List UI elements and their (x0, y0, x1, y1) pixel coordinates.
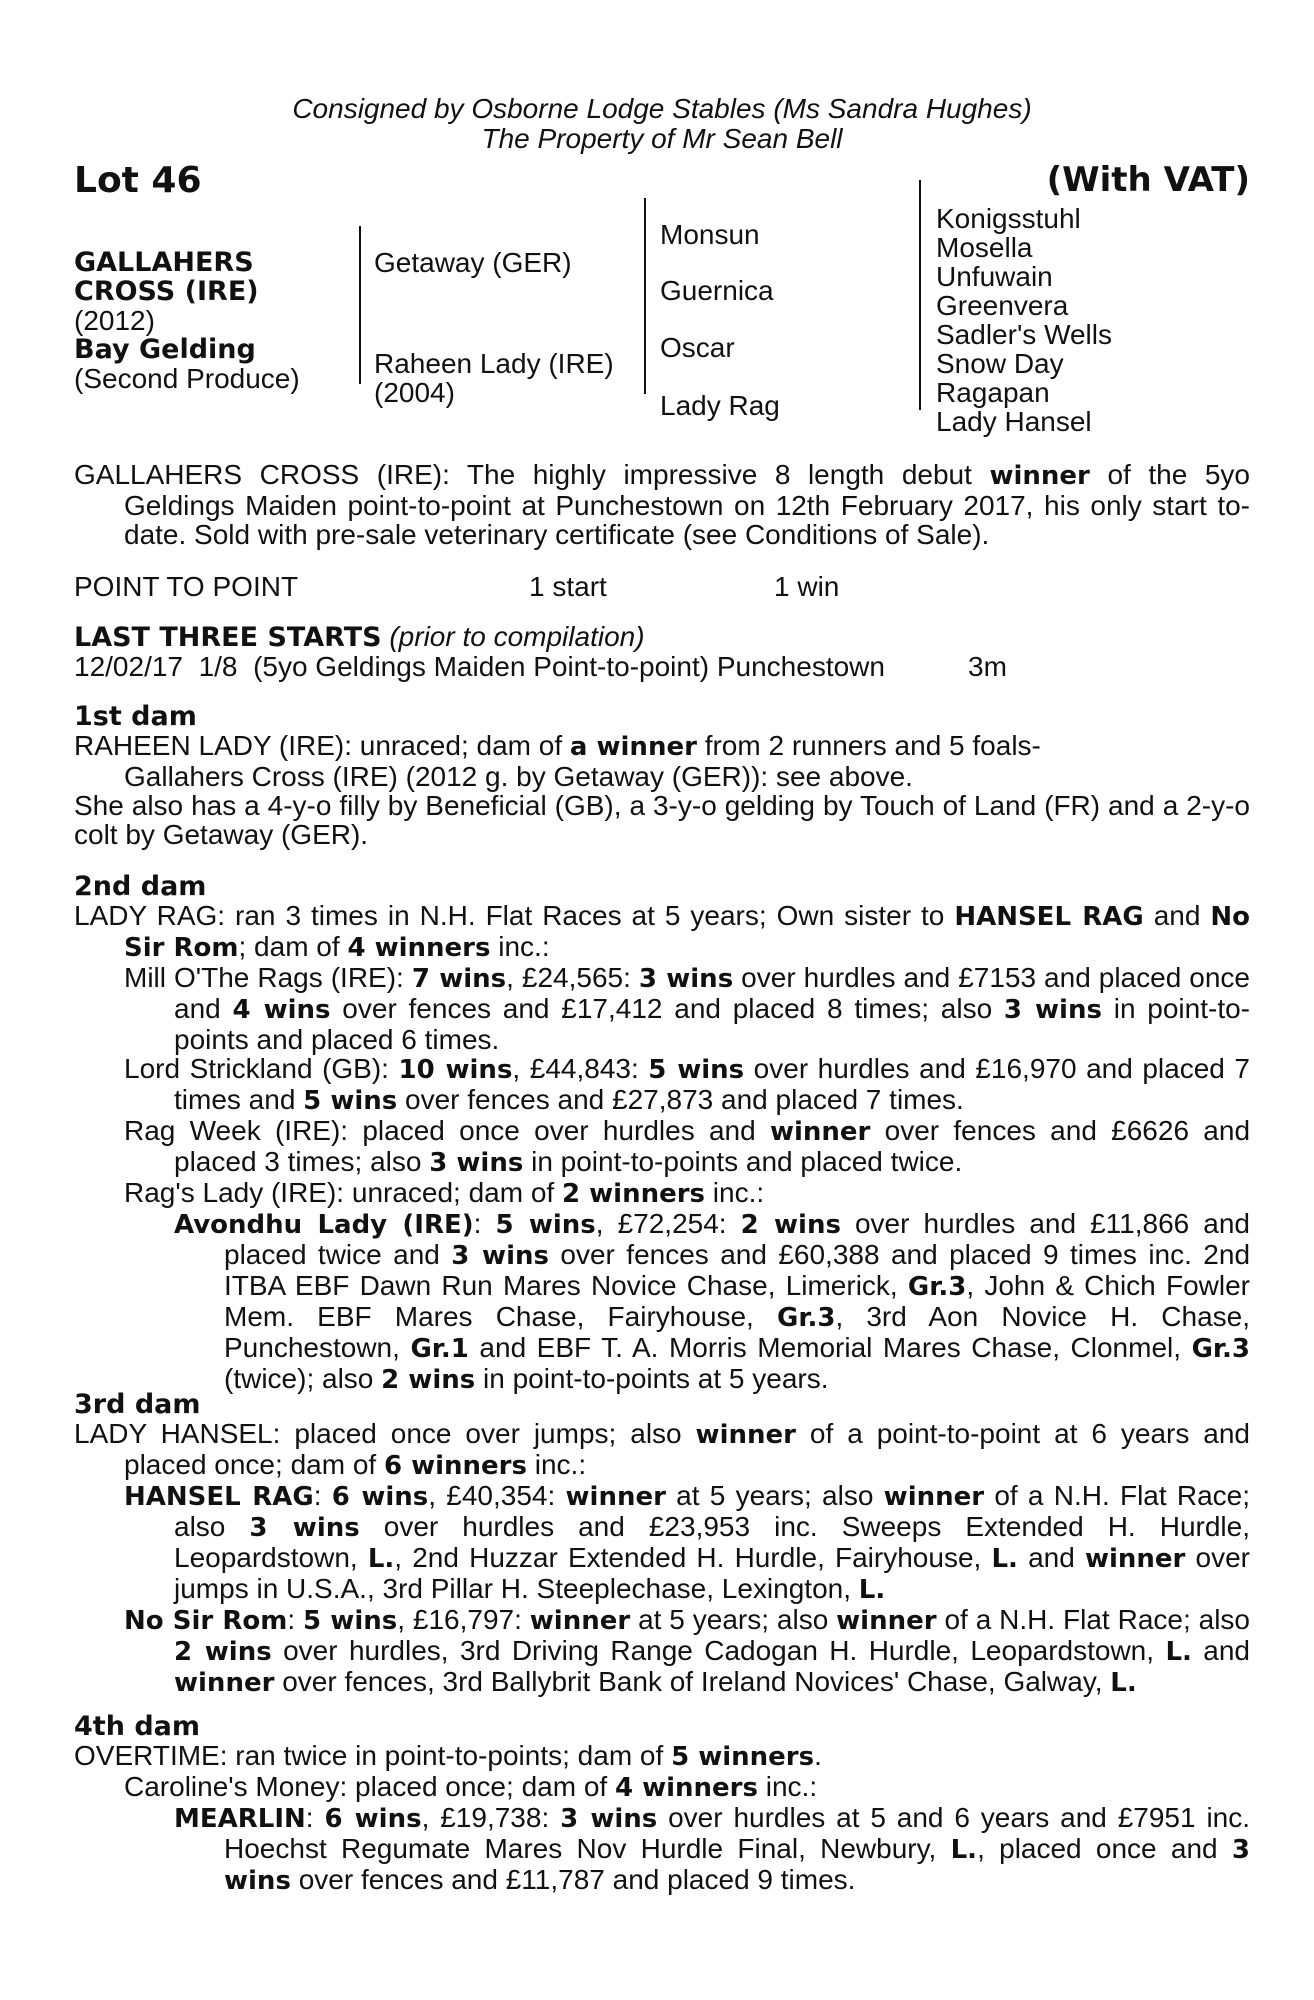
pedigree-gen4: Sadler's Wells (936, 319, 1112, 350)
bold-text: 6 wins (324, 1804, 422, 1834)
bold-text: 4 winners (347, 933, 491, 963)
text-run (74, 622, 1250, 652)
lot-number: Lot 46 (74, 160, 202, 201)
text-run: (5yo Geldings Maiden Point-to-point) Punchestown (253, 651, 885, 682)
text-run: : (305, 1802, 325, 1833)
text-run: and (1191, 1635, 1251, 1666)
bold-text: 5 wins (648, 1055, 745, 1085)
bold-text: L. (1110, 1668, 1137, 1698)
bold-text: L. (858, 1575, 886, 1605)
bold-text: winner (989, 461, 1090, 491)
pedigree-dam: Raheen Lady (IRE) (374, 348, 614, 379)
text-run: RAHEEN LADY (IRE): unraced; dam of (74, 730, 570, 761)
text-run: and (1017, 1542, 1085, 1573)
text-run: , £16,797: (397, 1604, 530, 1635)
text-run: over jumps in U.S.A., 3rd Pillar H. Steeplechase, Lexington, (174, 1542, 1250, 1604)
bold-text: winner (565, 1482, 666, 1512)
pedigree-divider (644, 198, 646, 394)
text-run: , £72,254: (595, 1208, 741, 1239)
bold-text: 3 wins (638, 964, 734, 994)
bold-text: 3 wins (249, 1513, 360, 1543)
intro-paragraph (74, 460, 1250, 549)
text-run: . (814, 1740, 822, 1771)
bold-text: 3 wins (1003, 995, 1102, 1025)
bold-text: 4 wins (232, 995, 331, 1025)
text-run: over hurdles and £23,953 inc. Sweeps Extended H. Hurdle, Leopardstown, (174, 1511, 1250, 1573)
text-run: in point-to-points and placed 6 times. (174, 993, 1250, 1055)
text-run: over fences and £27,873 and placed 7 times. (397, 1084, 964, 1115)
text-run: 3m (968, 651, 1007, 682)
text-run: , £40,354: (428, 1480, 566, 1511)
bold-text: Gr.3 (907, 1272, 967, 1302)
horse-sex: Bay Gelding (74, 334, 256, 365)
bold-text: winner (529, 1606, 631, 1636)
text-run: Lord Strickland (GB): (124, 1053, 399, 1084)
text-run: : (287, 1604, 304, 1635)
pedigree-sire: Getaway (GER) (374, 247, 572, 278)
pedigree-gen4: Mosella (936, 232, 1033, 263)
first-dam-section (74, 702, 1250, 849)
pedigree-gen4-list (936, 204, 1112, 436)
consignor-line: Consigned by Osborne Lodge Stables (Ms Sandra Hughes) (292, 93, 1032, 124)
bold-text: Gr.3 (1191, 1334, 1250, 1364)
text-run: : (473, 1208, 496, 1239)
text-run (74, 1803, 1250, 1896)
bold-text: HANSEL RAG (954, 902, 1144, 932)
text-run: , £24,565: (506, 962, 639, 993)
text-run: and EBF T. A. Morris Memorial Mares Chase, Clonmel, (468, 1332, 1192, 1363)
text-run (74, 1772, 1250, 1803)
bold-text: 5 wins (495, 1210, 596, 1240)
text-run: over hurdles, 3rd Driving Range Cadogan H. Hurdle, Leopardstown, (271, 1635, 1166, 1666)
pedigree-divider (359, 226, 361, 384)
section-title: 1st dam (74, 701, 197, 732)
ptp-summary (74, 572, 1250, 601)
text-run: of a N.H. Flat Race; also (174, 1480, 1251, 1542)
text-run: over hurdles and £16,970 and placed 7 times and (174, 1053, 1250, 1115)
bold-text: HANSEL RAG (124, 1482, 314, 1512)
text-run: over fences and £11,787 and placed 9 times. (290, 1864, 856, 1895)
text-run (74, 901, 1250, 963)
bold-text: 3 wins (560, 1804, 658, 1834)
text-run: over hurdles and £11,866 and placed twice and (224, 1208, 1250, 1270)
text-run: over fences and £60,388 and placed 9 times inc. 2nd ITBA EBF Dawn Run Mares Novice Chase, Limerick, (224, 1239, 1251, 1301)
text-run: in point-to-points and placed twice. (523, 1146, 963, 1177)
text-run (74, 731, 1250, 762)
bold-text: No Sir Rom (124, 1606, 288, 1636)
race-row (74, 652, 1250, 681)
text-run: from 2 runners and 5 foals- (696, 730, 1041, 761)
bold-text: winner (883, 1482, 985, 1512)
pedigree-gen3: Lady Rag (660, 390, 780, 421)
text-run: 1 win (774, 571, 840, 602)
text-run (74, 1481, 1250, 1605)
text-run: She also has a 4-y-o filly by Beneficial (GB), a 3-y-o gelding by Touch of Land (FR) and a 2-y-o colt by Getaway (GER). (74, 790, 1250, 850)
vat-note: (With VAT) (1046, 160, 1250, 200)
bold-text: winner (174, 1668, 275, 1698)
bold-text: L. (950, 1835, 978, 1865)
text-run: , £44,843: (512, 1053, 649, 1084)
bold-text: 10 wins (398, 1055, 513, 1085)
text-run: in point-to-points at 5 years. (475, 1363, 829, 1394)
text-run: (prior to compilation) (389, 621, 645, 652)
text-run (74, 1741, 1250, 1772)
pedigree-gen4: Greenvera (936, 290, 1069, 321)
bold-text: 2 wins (740, 1210, 841, 1240)
section-title: 2nd dam (74, 871, 207, 902)
text-run: : (313, 1480, 332, 1511)
bold-text: 6 wins (331, 1482, 429, 1512)
text-run: Caroline's Money: placed once; dam of (124, 1771, 615, 1802)
bold-text: 3 wins (451, 1241, 549, 1271)
pedigree-dam-year: (2004) (374, 377, 455, 408)
last-three-starts (74, 622, 1250, 681)
horse-name-line2: CROSS (IRE) (74, 276, 259, 307)
pedigree-divider (919, 180, 921, 410)
section-title: 4th dam (74, 1711, 200, 1742)
text-run: over fences and £17,412 and placed 8 times; also (330, 993, 1004, 1024)
bold-text: 7 wins (411, 964, 507, 994)
bold-text: L. (367, 1544, 395, 1574)
text-run: Rag's Lady (IRE): unraced; dam of (124, 1177, 562, 1208)
text-run: over hurdles at 5 and 6 years and £7951 inc. Hoechst Regumate Mares Nov Hurdle Final, Newbury, (224, 1802, 1251, 1864)
text-run: Rag Week (IRE): placed once over hurdles and (124, 1115, 770, 1146)
bold-text: Gr.3 (777, 1303, 836, 1333)
text-run: , 2nd Huzzar Extended H. Hurdle, Fairyhouse, (394, 1542, 992, 1573)
text-run: inc.: (757, 1771, 818, 1802)
bold-text: MEARLIN (174, 1804, 306, 1834)
text-run: of a N.H. Flat Race; also (936, 1604, 1250, 1635)
bold-text: L. (991, 1544, 1018, 1574)
text-run: , 3rd Aon Novice H. Chase, Punchestown, (224, 1301, 1250, 1363)
bold-text: winner (836, 1606, 937, 1636)
bold-text: Gr.1 (410, 1334, 469, 1364)
bold-text: a winner (569, 732, 697, 762)
third-dam-section (74, 1390, 1250, 1698)
text-run: and (1143, 900, 1211, 931)
horse-info (74, 248, 300, 393)
text-run: at 5 years; also (665, 1480, 884, 1511)
section-title: 3rd dam (74, 1389, 201, 1420)
text-run (74, 1419, 1250, 1481)
bold-text: 4 winners (614, 1773, 758, 1803)
text-run (74, 1054, 1250, 1116)
text-run: , £19,738: (421, 1802, 561, 1833)
bold-text: Avondhu Lady (IRE) (174, 1210, 474, 1240)
text-run: Gallahers Cross (IRE) (2012 g. by Getaway (GER)): see above. (124, 761, 913, 792)
pedigree-gen3: Monsun (660, 219, 760, 250)
bold-text: No Sir Rom (124, 902, 1251, 963)
horse-name-line1: GALLAHERS (74, 247, 254, 278)
text-run: inc.: (490, 931, 550, 962)
text-run: of the 5yo Geldings Maiden point-to-point at Punchestown on 12th February 2017, his only start to-date. Sold with pre-sale veterinary certificate (see Conditions of Sale). (124, 459, 1250, 550)
text-run: LADY HANSEL: placed once over jumps; also (74, 1418, 696, 1449)
text-run: over hurdles and £7153 and placed once and (174, 962, 1250, 1024)
bold-text: 5 wins (303, 1606, 398, 1636)
fourth-dam-section (74, 1712, 1250, 1896)
text-run: , placed once and (977, 1833, 1232, 1864)
pedigree-gen4: Snow Day (936, 348, 1064, 379)
pedigree-gen3: Guernica (660, 275, 774, 306)
text-run: 1 start (529, 571, 607, 602)
text-run: over fences and £6626 and placed 3 times; also (174, 1115, 1251, 1177)
text-run (74, 1178, 1250, 1209)
text-run: LAST THREE STARTS (74, 622, 382, 653)
bold-text: winner (695, 1420, 796, 1450)
text-run: , John & Chich Fowler Mem. EBF Mares Chase, Fairyhouse, (224, 1270, 1250, 1332)
text-run: inc.: (526, 1449, 587, 1480)
text-run: 1/8 (198, 651, 238, 682)
text-run: 12/02/17 (74, 651, 183, 682)
text-run: OVERTIME: ran twice in point-to-points; dam of (74, 1740, 672, 1771)
text-run: over fences, 3rd Ballybrit Bank of Ireland Novices' Chase, Galway, (274, 1666, 1111, 1697)
bold-text: 3 wins (429, 1148, 524, 1178)
pedigree-gen4: Lady Hansel (936, 406, 1092, 437)
pedigree-gen3: Oscar (660, 332, 735, 363)
text-run (74, 963, 1250, 1054)
bold-text: 3 wins (224, 1835, 1251, 1896)
text-run: inc.: (705, 1177, 765, 1208)
text-run: POINT TO POINT (74, 571, 299, 602)
text-run: LADY RAG: ran 3 times in N.H. Flat Races at 5 years; Own sister to (74, 900, 955, 931)
text-run: at 5 years; also (630, 1604, 837, 1635)
horse-produce: (Second Produce) (74, 363, 300, 394)
text-run: (twice); also (224, 1363, 382, 1394)
bold-text: winner (769, 1117, 871, 1147)
bold-text: 5 winners (671, 1742, 815, 1772)
text-run: GALLAHERS CROSS (IRE): The highly impressive 8 length debut (74, 459, 990, 490)
text-run (74, 1116, 1250, 1178)
text-run (74, 460, 1250, 549)
text-run: Mill O'The Rags (IRE): (124, 962, 412, 993)
bold-text: 2 winners (562, 1179, 706, 1209)
second-dam-section (74, 872, 1250, 1395)
text-run: ; dam of (238, 931, 348, 962)
bold-text: 6 winners (383, 1451, 527, 1481)
pedigree-gen4: Unfuwain (936, 261, 1053, 292)
bold-text: 2 wins (381, 1365, 476, 1395)
bold-text: L. (1165, 1637, 1192, 1667)
text-run: of a point-to-point at 6 years and placed once; dam of (124, 1418, 1250, 1480)
text-run (74, 1209, 1250, 1395)
property-line: The Property of Mr Sean Bell (481, 123, 843, 154)
pedigree-gen4: Konigsstuhl (936, 203, 1081, 234)
text-run (74, 1605, 1250, 1698)
bold-text: 2 wins (174, 1637, 272, 1667)
horse-year: (2012) (74, 305, 155, 336)
pedigree-gen4: Ragapan (936, 377, 1050, 408)
bold-text: 5 wins (303, 1086, 398, 1116)
bold-text: winner (1084, 1544, 1186, 1574)
